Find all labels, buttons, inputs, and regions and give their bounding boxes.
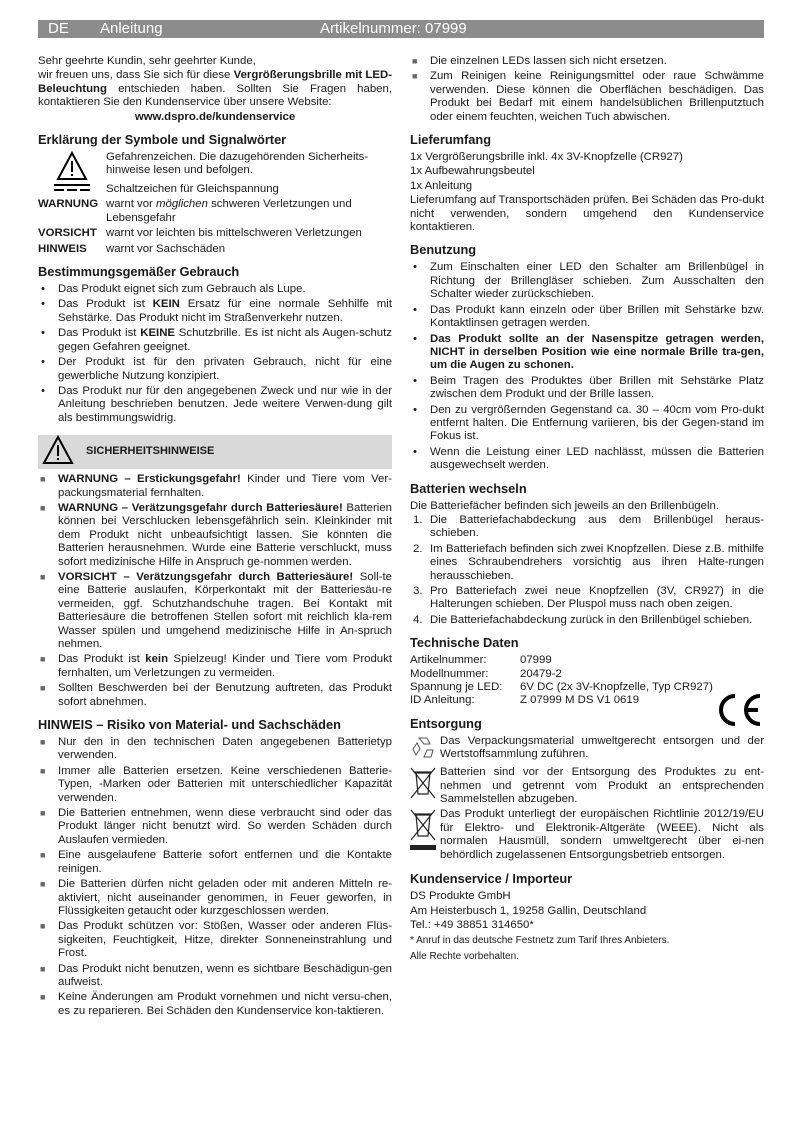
text: Tel.: +49 38851 314650*: [410, 918, 534, 931]
text: Das Verpackungsmaterial umweltgerecht entsorgen und der Wertstoffsammlung zuführen.: [440, 734, 764, 761]
warning-triangle-icon: [38, 151, 106, 181]
disposal-text: [440, 766, 764, 806]
text: Soll-te eine Batterie auslaufen, Körperkontakt mit der Batteriesäu-re vermeiden, ggf. Schutzhandschuhe tragen. Bei Kontakt mit Batteriesäure die betroffenen Stellen sofort mit reichlich kla-rem Wasser spülen und umgehend medizinische Hilfe in An-spruch nehmen.: [58, 570, 392, 650]
paragraph: [410, 165, 764, 178]
text: Zum Reinigen keine Reinigungsmittel oder raue Schwämme verwenden. Diese können die Oberflächen beschädigen. Das Produkt bei Bedarf mit einem handelsüblichen Brillenputztuch oder einem feuchten, weichen Tuch abwischen.: [430, 70, 764, 123]
text: Gefahrenzeichen. Die dazugehörenden Sicherheits-hinweise lesen und befolgen.: [106, 151, 369, 177]
data-value: 20479-2: [520, 667, 562, 680]
text: Die Batteriefächer befinden sich jeweils an den Brillenbügeln.: [410, 499, 719, 512]
text: Sollten Beschwerden bei der Benutzung auftreten, das Produkt sofort abnehmen.: [58, 682, 392, 708]
list-item: [38, 356, 392, 383]
paragraph: [410, 919, 764, 932]
bullet-marker: •: [41, 298, 45, 311]
bold-text: WARNUNG – Verätzungsgefahr durch Batteriesäure!: [58, 501, 343, 514]
paragraph: [38, 55, 392, 68]
paragraph: [410, 180, 764, 193]
list-item: [38, 807, 392, 847]
list-item: [410, 514, 764, 541]
text: Die Batterien dürfen nicht geladen oder mit anderen Mitteln re-aktiviert, nicht auseinander genommen, in Feuer geworfen, in Flüssigkeiten getaucht oder kurzgeschlossen werden.: [58, 878, 392, 917]
text: Das Produkt nicht benutzen, wenn es sichtbare Beschädigun-gen aufweist.: [58, 962, 392, 988]
text: Sehr geehrte Kundin, sehr geehrter Kunde,: [38, 55, 256, 67]
signal-word-description: [106, 198, 392, 225]
bullet-marker: •: [413, 332, 417, 345]
disposal-row: [410, 766, 764, 807]
bullet-list: [410, 55, 764, 124]
technical-data-table: [410, 654, 764, 708]
article-number: Artikelnummer: 07999: [320, 20, 467, 37]
item-number: 2.: [413, 542, 423, 555]
signal-word: HINWEIS: [38, 242, 87, 255]
bold-text: Vergrößerungsbrille mit LED-Beleuchtung: [38, 69, 393, 95]
disposal-row: [410, 808, 764, 863]
bullet-marker: ■: [40, 571, 46, 582]
text: Nur den in den technischen Daten angegebenen Batterietyp verwenden.: [58, 736, 392, 762]
bold-text: kein: [145, 653, 169, 666]
bullet-list: [38, 283, 392, 425]
bullet-marker: ■: [40, 654, 46, 665]
warning-triangle-icon: [38, 435, 86, 469]
text: Beim Tragen des Produktes über Brillen mit Sehstärke Platz zwischen dem Produkt und der Brille lassen.: [430, 374, 764, 401]
list-item: [38, 283, 392, 296]
bullet-marker: ■: [40, 879, 46, 890]
footnote: Alle Rechte vorbehalten.: [410, 951, 519, 963]
signal-word: WARNUNG: [38, 198, 99, 211]
text: Am Heisterbusch 1, 19258 Gallin, Deutschland: [410, 904, 647, 917]
bullet-marker: ■: [412, 71, 418, 82]
text: Im Batteriefach befinden sich zwei Knopfzellen. Diese z.B. mithilfe eines Schraubendrehers vorsichtig aus ihren Halte-rungen herausschieben.: [430, 542, 764, 582]
text: Wenn die Leistung einer LED nachlässt, müssen die Batterien ausgewechselt werden.: [430, 445, 764, 472]
text: Die Batteriefachabdeckung aus dem Brillenbügel heraus-schieben.: [430, 513, 764, 540]
text: 1x Anleitung: [410, 179, 473, 192]
text: Immer alle Batterien ersetzen. Keine verschiedenen Batterie-Typen, -Marken oder Batterien mit unterschiedlicher Kapazität verwenden.: [58, 764, 392, 804]
text: Das Produkt kann einzeln oder über Brillen mit Sehstärke bzw. Kontaktlinsen getragen werden.: [430, 303, 764, 330]
data-label: ID Anleitung:: [410, 694, 475, 707]
list-item: [410, 70, 764, 124]
text: entschieden haben. Sollten Sie Fragen haben, kontaktieren Sie den Kundenservice über unsere Website:: [38, 82, 392, 109]
recycling-icon: [410, 735, 440, 765]
list-item: [38, 473, 392, 500]
data-value: 6V DC (2x 3V-Knopfzelle, Typ CR927): [520, 681, 713, 694]
text: warnt vor Sachschäden: [106, 242, 226, 255]
bullet-marker: •: [413, 403, 417, 416]
bullet-marker: ■: [40, 850, 46, 861]
list-item: [410, 585, 764, 612]
signal-word-description: [106, 227, 362, 240]
bold-text: Das Produkt sollte an der Nasenspitze getragen werden, NICHT in derselben Position wie eine normale Brille tra-gen, um die Augen zu schonen.: [430, 332, 764, 372]
list-item: [38, 385, 392, 425]
data-value: Z 07999 M DS V1 0619: [520, 694, 640, 707]
ce-mark-icon: [716, 693, 764, 727]
text: Eine ausgelaufene Batterie sofort entfernen und die Kontakte reinigen.: [58, 849, 392, 875]
paragraph: [410, 890, 764, 903]
symbol-description: [106, 183, 279, 196]
data-value: 07999: [520, 654, 552, 667]
section-heading: Erklärung der Symbole und Signalwörter: [38, 132, 287, 148]
text: DS Produkte GmbH: [410, 890, 511, 903]
text: Das Produkt ist: [58, 653, 146, 666]
list-item: [38, 963, 392, 990]
section-heading: Technische Daten: [410, 635, 519, 651]
weee-bin-icon: [410, 808, 440, 863]
data-label: Artikelnummer:: [410, 654, 487, 667]
item-number: 3.: [413, 585, 423, 597]
symbol-row: [38, 151, 392, 181]
list-item: [38, 920, 392, 960]
section-heading: HINWEIS – Risiko von Material- und Sachschäden: [38, 717, 341, 733]
symbol-row: [38, 183, 392, 196]
right-column: [410, 55, 764, 965]
text: wir freuen uns, dass Sie sich für diese: [38, 69, 234, 82]
list-item: [38, 502, 392, 569]
text: Der Produkt ist für den privaten Gebrauch, nicht für eine gewerbliche Nutzung konzipiert.: [58, 356, 392, 382]
text: Batterien sind vor der Entsorgung des Produktes zu ent-nehmen und getrennt vom Produkt an entsprechenden Sammelstellen abzugeben.: [440, 766, 764, 806]
list-item: [38, 765, 392, 805]
disposal-text: [440, 735, 764, 764]
symbol-description: [106, 151, 392, 181]
text: Schutzbrille. Es ist nicht als Augen-schutz gegen Gefahren geeignet.: [58, 327, 393, 353]
bold-text: WARNUNG – Erstickungsgefahr!: [58, 473, 241, 486]
signal-word-description: [106, 243, 225, 256]
section-heading: Entsorgung: [410, 715, 482, 731]
text: Das Produkt unterliegt der europäischen Richtlinie 2012/19/EU für Elektro- und Elektronik-Altgeräte (WEEE). Nicht als normalen Hausmüll, sondern umweltgerecht über ei-nen behördlich zugelassenen Entsorgungsbetrieb entsorgen.: [440, 808, 764, 861]
numbered-list: [410, 514, 764, 627]
data-row: [410, 668, 764, 681]
footnote: * Anruf in das deutsche Festnetz zum Tarif Ihres Anbieters.: [410, 935, 670, 947]
header-title: Anleitung: [100, 20, 163, 37]
disposal-text: [440, 808, 764, 862]
text: Die Batterien entnehmen, wenn diese verbraucht sind oder das Produkt länger nicht benutzt wird. So werden Schäden durch Auslaufen vermieden.: [58, 807, 392, 846]
section-heading: Benutzung: [410, 242, 477, 258]
bullet-list: [38, 736, 392, 1018]
list-item: [38, 991, 392, 1018]
text: warnt vor leichten bis mittelschweren Verletzungen: [106, 227, 362, 240]
italic-text: möglichen: [156, 198, 208, 211]
paragraph: [38, 69, 392, 109]
list-item: [410, 543, 764, 583]
list-item: [410, 333, 764, 373]
list-item: [410, 404, 764, 444]
text: 1x Vergrößerungsbrille inkl. 4x 3V-Knopfzelle (CR927): [410, 151, 683, 164]
list-item: [38, 878, 392, 918]
bullet-list: [38, 473, 392, 709]
bullet-marker: •: [413, 261, 417, 274]
text: schweren Verletzungen und Lebensgefahr: [106, 198, 352, 224]
text: Lieferumfang auf Transportschäden prüfen. Bei Schäden das Pro-dukt nicht verwenden, sondern umgehend den Kundenservice kontaktieren.: [410, 194, 764, 234]
text: Ersatz für eine normale Sehhilfe mit Sehstärke. Das Produkt nicht im Straßenverkehr nutzen.: [58, 298, 392, 324]
signal-word-row: [38, 198, 392, 225]
bullet-marker: •: [41, 327, 45, 340]
bullet-marker: •: [413, 374, 417, 387]
list-item: [410, 304, 764, 331]
text: Kinder und Tiere vom Ver-packungsmaterial fernhalten.: [58, 473, 392, 499]
signal-word: VORSICHT: [38, 227, 97, 240]
data-label: Modellnummer:: [410, 667, 489, 680]
text: warnt vor: [106, 198, 157, 211]
bullet-marker: ■: [40, 683, 46, 694]
bullet-marker: ■: [40, 737, 46, 748]
text: Schaltzeichen für Gleichspannung: [106, 183, 279, 196]
disposal-row: [410, 735, 764, 765]
section-heading: Kundenservice / Importeur: [410, 871, 573, 887]
bullet-marker: ■: [40, 474, 46, 485]
text: Das Produkt ist: [58, 298, 153, 311]
list-item: [410, 446, 764, 473]
list-item: [38, 653, 392, 680]
banner-title: SICHERHEITSHINWEISE: [86, 445, 215, 458]
list-item: [38, 736, 392, 763]
list-item: [38, 849, 392, 876]
bold-text: KEINE: [140, 327, 176, 340]
list-item: [38, 298, 392, 325]
signal-word-row: [38, 227, 392, 240]
list-item: [410, 55, 764, 68]
bullet-marker: •: [41, 356, 45, 369]
text: Batterien können bei Verschlucken lebensgefährlich sein. Kleinkinder mit dem Produkt nicht unbeaufsichtigt lassen. Sie könnten die Batterien herausnehmen. Wurde eine Batterie verschluckt, muss sofort medizinische Hilfe in Anspruch ge-nommen werden.: [58, 501, 392, 568]
text: 1x Aufbewahrungsbeutel: [410, 165, 535, 178]
item-number: 4.: [413, 613, 423, 626]
signal-word-row: [38, 243, 392, 256]
section-heading: Lieferumfang: [410, 132, 492, 148]
dc-voltage-icon: [38, 183, 106, 196]
bullet-marker: •: [41, 283, 45, 296]
list-item: [38, 327, 392, 354]
list-item: [38, 682, 392, 709]
section-heading: Bestimmungsgemäßer Gebrauch: [38, 264, 240, 280]
data-label: Spannung je LED:: [410, 681, 503, 694]
text: Keine Änderungen am Produkt vornehmen und nicht versu-chen, es zu reparieren. Bei Schäden den Kundenservice kon-taktieren.: [58, 991, 392, 1017]
paragraph: [410, 905, 764, 918]
list-item: [38, 571, 392, 651]
text: Das Produkt nur für den angegebenen Zweck und nur wie in der Anleitung beschrieben benutzen. Jede weitere Verwen-dung gilt als bestimmungswidrig.: [58, 384, 392, 424]
bullet-list: [410, 261, 764, 472]
website-link[interactable]: www.dspro.de/kundenservice: [134, 110, 296, 123]
bold-text: KEIN: [152, 298, 180, 311]
text: Die Batteriefachabdeckung zurück in den Brillenbügel schieben.: [430, 613, 753, 626]
list-item: [410, 261, 764, 301]
left-column: [38, 55, 392, 1020]
paragraph: [410, 194, 764, 234]
list-item: [410, 375, 764, 402]
text: Das Produkt ist: [58, 327, 141, 340]
text: Das Produkt eignet sich zum Gebrauch als Lupe.: [58, 283, 306, 296]
text: Zum Einschalten einer LED den Schalter am Brillenbügel in Richtung der Brillengläser schieben. Zum Ausschalten den Schalter wieder zurückschieben.: [430, 261, 764, 301]
data-row: [410, 681, 764, 694]
bold-text: VORSICHT – Verätzungsgefahr durch Batteriesäure!: [58, 570, 354, 583]
language-code: DE: [48, 20, 69, 37]
data-row: [410, 654, 764, 667]
bullet-marker: ■: [40, 963, 46, 974]
bullet-marker: ■: [40, 765, 46, 776]
text: Die einzelnen LEDs lassen sich nicht ersetzen.: [430, 55, 667, 67]
bullet-marker: •: [413, 445, 417, 458]
item-number: 1.: [413, 513, 423, 526]
bullet-marker: ■: [40, 502, 46, 513]
text: Pro Batteriefach zwei neue Knopfzellen (3V, CR927) in die Halterungen schieben. Der Pluspol muss nach oben zeigen.: [430, 585, 764, 611]
list-item: [410, 614, 764, 627]
bullet-marker: ■: [40, 992, 46, 1003]
safety-notice-banner: [38, 435, 392, 469]
text: Das Produkt schützen vor: Stößen, Wasser oder anderen Flüs-sigkeiten, Feuchtigkeit, Hitze, direkter Sonneneinstrahlung und Frost.: [58, 920, 392, 960]
header-bar: [38, 20, 764, 38]
crossed-bin-icon: [410, 766, 440, 807]
data-row: [410, 694, 764, 707]
paragraph: [410, 151, 764, 164]
bullet-marker: ■: [40, 921, 46, 932]
bullet-marker: •: [41, 384, 45, 397]
bullet-marker: ■: [40, 808, 46, 819]
text: Den zu vergrößernden Gegenstand ca. 30 – 40cm vom Pro-dukt entfernt halten. Die Entfernung variieren, bis der Gegen-stand im Fokus ist.: [430, 403, 764, 443]
paragraph: [410, 500, 764, 513]
text: Spielzeug! Kinder und Tiere vom Produkt fernhalten, um Verletzungen zu vermeiden.: [58, 653, 392, 679]
bullet-marker: •: [413, 303, 417, 316]
bullet-marker: ■: [412, 56, 418, 66]
section-heading: Batterien wechseln: [410, 480, 527, 496]
